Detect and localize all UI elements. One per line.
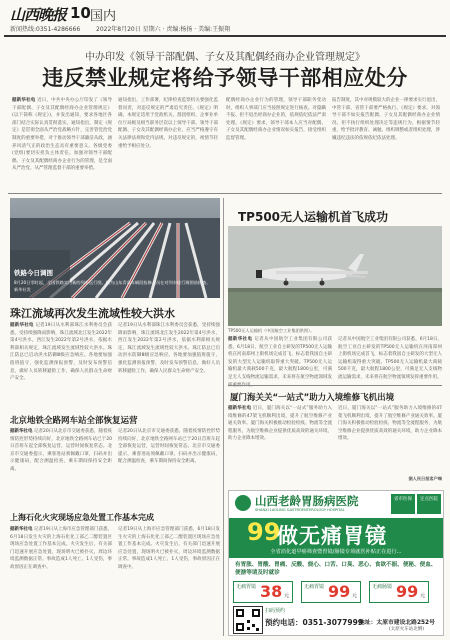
subway-column-2: 记者20日从北京市交通委获悉，随着疫情防控形势持续向好，北京地铁全路网车站已于20日首班车起全部恢复运营，运营时间恢复常态。北京市交通委提示，乘客进站须佩戴口罩，扫码并出示健康码，配合测温检查，乘车期间保持安全距离。	[118, 429, 220, 465]
ad-address: 地址：太原市建设北路252号	[359, 620, 435, 626]
price-right-value: 99	[396, 582, 419, 601]
drone-byline: 据新华社电	[228, 337, 253, 342]
hotline: 新闻热线:0351-4286666	[10, 26, 81, 33]
lead-column-1-text: 近日，中共中央办公厅印发了《领导干部配偶、子女及其配偶经商办企业管理规定》(以下简称《规定》)，并发出通知，要求各地区各部门结合实际认真贯彻落实。通知指出，制定《规定》是贯彻全面从严治党战略方针，完善管党治党制度的重要举措，对于推动领导干部廉洁从政，涵养风清气正的政治生态具有重要意义。各级党委(党组)要切实担负主体责任。加强对领导干部配偶、子女及其配偶经商办企业行为的管理，是全面从严治党、从严管理监督干部的重要举措。	[12, 98, 112, 172]
customs-credit: 据人民日报客户端	[408, 476, 442, 481]
drone-column-1	[228, 336, 332, 382]
lead-subhead: 中办印发《领导干部配偶、子女及其配偶经商办企业管理规定》	[85, 52, 365, 63]
lead-byline: 据新华社电	[12, 98, 36, 103]
price-tile-left	[233, 581, 293, 603]
aircraft-image	[228, 226, 442, 326]
price-tile-middle	[301, 581, 361, 603]
lead-column-4: 报告制度，其中对规模较大的企业一律要求实行退出，中管干部、省管干部要严格执行。《规定》要求，对领导干部不如实报告配偶、子女及其配偶经商办企业情况、拒不执行组织处理决定等违规行为，根据情节轻重，给予批评教育、诫勉、组织调整或者组织处理，涉嫌违纪违法的依规依纪依法处理。	[332, 98, 440, 141]
customs-headline: 厦门海关关“一站式”助力入境维修飞机出境	[230, 393, 395, 403]
price-middle-label: 无痛胃镜	[304, 584, 325, 590]
drone-photo	[228, 226, 442, 326]
fire-column-2: 记者19日从上海市应急管理部门获悉，6月18日发生火灾的上海石化化工部乙二醇装置区现场应急处置工作基本完成。火灾发生后，有关部门迅速开展应急处置，现场明火已被扑灭，周边环境监测数据正常。事故造成1人死亡、1人受伤，事故原因正在调查中。	[118, 527, 220, 570]
price-tile-right	[369, 581, 429, 603]
rail-photo-caption: 8月20日零时起，全国铁路实行新的列车运行图。图为山东青岛车辆段检修人员在对列车进行调图前检查。新华社发	[14, 280, 211, 292]
flood-byline: 据新华社电	[10, 323, 34, 328]
flood-column-1	[10, 322, 112, 412]
price-left-label: 无痛胃镜	[236, 584, 257, 590]
banner-price: 99	[247, 518, 281, 546]
drone-photo-caption: TP500无人运输机（中国航空工业集团供图）。	[228, 328, 315, 333]
drone-body: 记者从中国航空工业集团有限公司获悉，6月18日，航空工业自主研发的TP500无人运输机在河南郑州上街机场完成首飞，标志着我国自主研发的大型无人运输机取得重大突破。TP500无人运输机最大商载500千克，最大航程1800公里，可满足无人支线物流运输需求，未来将在航空物流领域发	[228, 337, 333, 380]
price-left-unit: 元	[284, 593, 290, 599]
price-right-unit: 元	[420, 593, 426, 599]
ad-subslogan: 全省消化道早癌筛查暨胃镜/肠镜专项就医补贴正在进行...	[229, 548, 443, 558]
lead-headline: 违反禁业规定将给予领导干部相应处分	[42, 66, 408, 90]
phone-number[interactable]: 0351-3077999	[302, 618, 364, 627]
flood-column-2: 记者19日从水利部珠江水利委员会获悉，受持续强降雨影响，珠江流域北江发生2022年第4号洪水，西江发生2022年第2号洪水，依据水利部相关规定，珠江流域发生流域性较大洪水。珠江防总已启动洪水防御Ⅲ级应急响应。各地要加强值班值守，强化监测预报预警，及时发布预警信息，做好人员转移避险工作，确保人民群众生命财产安全。	[118, 323, 220, 374]
designated-badge: 定点医院	[417, 494, 441, 514]
qr-code-icon[interactable]	[233, 606, 263, 634]
drone-rule	[228, 385, 442, 386]
ad-header	[229, 491, 443, 517]
dateline: 2022年8月20日 星期六 · 责编:杨扬 · 美编:王振翔	[96, 26, 231, 33]
subway-body: 记者20日从北京市交通委获悉，随着疫情防控形势持续向好，北京地铁全路网车站已于20日首班车起全部恢复运营，运营时间恢复常态。北京市交通委提示，乘客进站须佩戴口罩，扫码并出示健康码，配合测温检查，乘车期间保持安全距离。	[10, 429, 112, 472]
section-title: 国内	[90, 9, 117, 24]
hospital-name-en: SHANXI LAOLING GASTROENTEROLOGY HOSPITAL	[255, 508, 345, 512]
phone-label: 预约电话：	[265, 618, 303, 627]
price-right-label: 无痛肠镜	[372, 584, 393, 590]
customs-column-2: 近日，厦门海关以“一站式”服务助力入境维修的47架飞机顺利出境，提升了航空维修产业通关效率。厦门海关积极推动检验检疫、物流等全流程服务，为航空维修企业提供优质高效的通关环境，助力企业降本增效。	[338, 406, 442, 442]
banner-slogan: 做无痛胃镜	[277, 524, 387, 548]
column-divider	[223, 198, 224, 636]
customs-body: 近日，厦门海关以“一站式”服务助力入境维修的47架飞机顺利出境，提升了航空维修产业通关效率。厦门海关积极推动检验检疫、物流等全流程服务，为航空维修企业提供优质高效的通关环境，助力企业降本增效。	[228, 406, 332, 442]
fire-byline: 据新华社电	[10, 527, 33, 532]
flood-body: 记者19日从水利部珠江水利委员会获悉，受持续强降雨影响，珠江流域北江发生2022年第4号洪水，西江发生2022年第2号洪水，依据水利部相关规定，珠江流域发生流域性较大洪水。珠江防总已启动洪水防御Ⅲ级应急响应。各地要加强值班值守，强化监测预报预警，及时发布预警信息，做好人员转移避险工作，确保人民群众生命财产安全。	[10, 323, 113, 382]
newspaper-logo: 山西晚报	[10, 6, 67, 24]
page-number: 10	[70, 4, 91, 22]
hospital-ad	[228, 490, 444, 636]
masthead	[4, 2, 446, 36]
fire-body: 记者19日从上海市应急管理部门获悉，6月18日发生火灾的上海石化化工部乙二醇装置区现场应急处置工作基本完成。火灾发生后，有关部门迅速开展应急处置，现场明火已被扑灭，周边环境监测数据正常。事故造成1人死亡、1人受伤，事故原因正在调查中。	[10, 527, 112, 570]
qr-label: 扫码预约	[265, 608, 286, 614]
price-row	[233, 581, 439, 603]
insurance-badge: 省市医保	[391, 494, 415, 514]
section-rule	[8, 193, 442, 194]
ad-symptoms: 有胃胀、胃酸、胃痛、反酸、烧心、口苦、口臭、恶心、食欲不振、便秘、便血、便溏等请及时就诊	[235, 562, 437, 576]
hospital-logo-icon	[235, 495, 251, 511]
lead-column-2: 通知指出，工作部署，纪律检查监察机关要强化监督问责，对违反规定的严肃追究责任。《规定》明确，本规定适用于党政机关、群团组织、企事业单位厅局级及相当职务层次以上领导干部。领导干部配偶、子女及其配偶经商办企业，应当严格遵守有关法律法规和党内法规。对违反规定的，视情节轻重给予相应处分。	[118, 98, 218, 149]
drone-headline: TP500无人运输机首飞成功	[238, 210, 389, 224]
price-middle-value: 99	[328, 582, 351, 601]
customs-byline: 据新华社电	[228, 406, 252, 411]
price-middle-unit: 元	[352, 593, 358, 599]
customs-column-1	[228, 405, 332, 483]
subway-headline: 北京地铁全路网车站全部恢复运营	[10, 416, 138, 426]
subway-column-1	[10, 428, 112, 508]
hospital-name: 山西老龄胃肠病医院	[255, 494, 359, 508]
ad-banner	[229, 518, 443, 548]
price-left-value: 38	[260, 582, 283, 601]
rail-photo-title: 铁路今日调图	[14, 269, 53, 277]
drone-column-2: 记者从中国航空工业集团有限公司获悉，6月18日，航空工业自主研发的TP500无人运输机在河南郑州上街机场完成首飞，标志着我国自主研发的大型无人运输机取得重大突破。TP500无人运输机最大商载500千克，最大航程1800公里，可满足无人支线物流运输需求，未来将在航空物流领域发挥重要作用。	[338, 337, 442, 380]
phone-row	[265, 617, 363, 628]
qr-pattern	[234, 607, 262, 633]
flood-headline: 珠江流域再次发生流域性较大洪水	[10, 307, 175, 320]
fire-headline: 上海石化火灾现场应急处置工作基本完成	[10, 513, 154, 522]
lead-column-3: 配偶经商办企业行为的管理，领导干部职务变动时，组织人事部门应当按照规定进行核查。对隐瞒不报、拒不退出经商办企业的，依规依纪依法严肃处理。《规定》要求，领导干部本人应当对配偶、子女及其配偶经商办企业情况如实报告，接受组织监督管理。	[226, 98, 326, 141]
lead-column-1	[12, 97, 112, 191]
masthead-rule	[4, 35, 446, 37]
fire-column-1	[10, 526, 112, 636]
subway-byline: 据新华社电	[10, 429, 33, 434]
ad-address-note: (太原火车站北侧)	[389, 627, 425, 632]
